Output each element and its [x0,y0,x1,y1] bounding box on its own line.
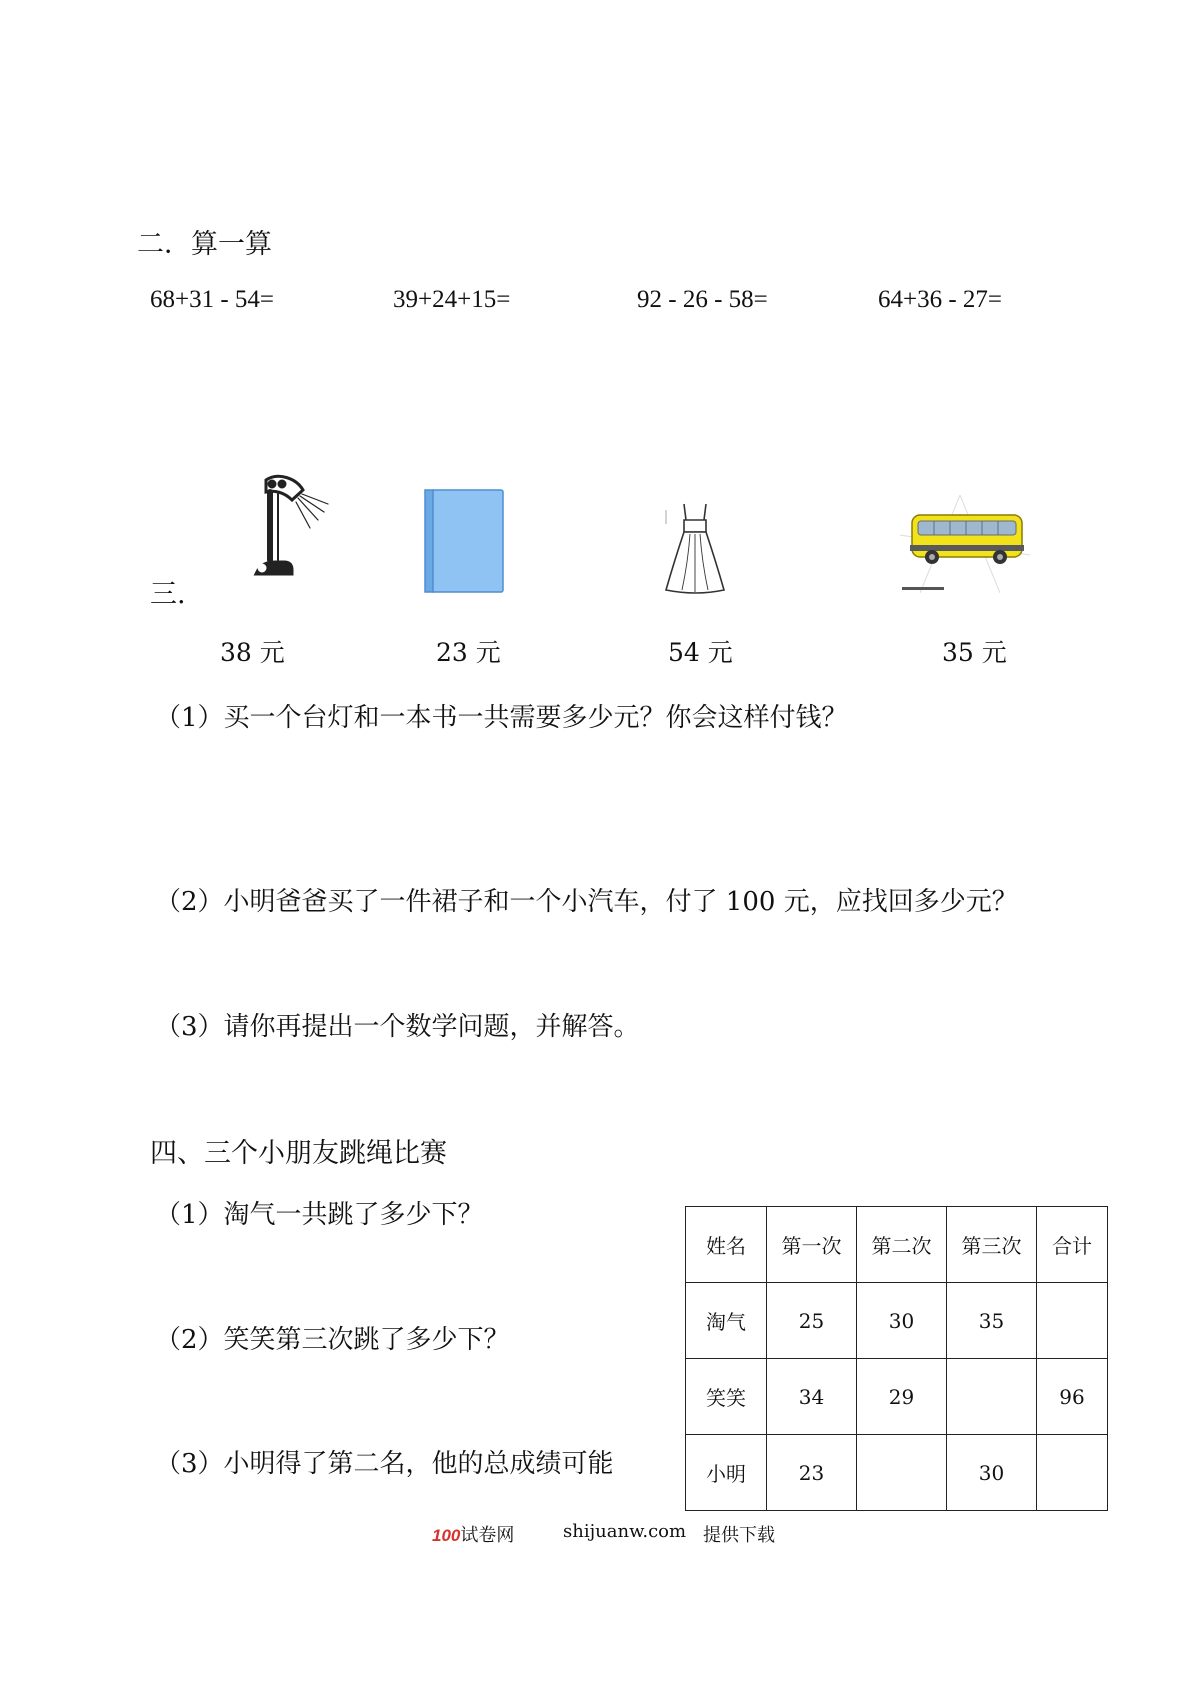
footer-site: shijuanw.com [563,1521,687,1542]
table-row [686,1359,1108,1435]
table-header-row [686,1207,1108,1283]
price-bus: 35 元 [942,638,1007,667]
bus-icon [900,495,1030,593]
desk-lamp-icon [248,470,334,592]
table-row [686,1283,1108,1359]
logo-number: 100 [432,1526,461,1545]
table-cell: 96 [1037,1359,1108,1435]
table-cell: 34 [767,1359,857,1435]
dress-icon [662,502,728,596]
table-cell [1037,1283,1108,1359]
table-cell [857,1435,947,1511]
footer-note: 提供下载 [703,1525,775,1546]
equation-1: 68+31 - 54= [150,286,275,313]
section3-label: 三. [150,579,186,610]
section4-question-2: （2）笑笑第三次跳了多少下？ [155,1325,510,1355]
table-header: 姓名 [686,1207,767,1283]
score-table [685,1206,1108,1511]
table-header: 第二次 [857,1207,947,1283]
table-cell: 35 [947,1283,1037,1359]
equation-4: 64+36 - 27= [878,286,1003,313]
price-lamp: 38 元 [220,638,285,667]
table-cell [1037,1435,1108,1511]
equation-3: 92 - 26 - 58= [637,286,768,313]
section2-title: 二．算一算 [137,229,272,260]
section4-title: 四、三个小朋友跳绳比赛 [150,1138,447,1169]
section3-question-3: （3）请你再提出一个数学问题，并解答。 [155,1012,640,1042]
book-icon [423,488,505,594]
section4-question-1: （1）淘气一共跳了多少下？ [155,1200,484,1230]
footer-logo [432,1521,514,1547]
table-header: 第三次 [947,1207,1037,1283]
table-row [686,1435,1108,1511]
section4-question-3: （3）小明得了第二名，他的总成绩可能 [155,1449,614,1479]
table-cell: 25 [767,1283,857,1359]
equation-2: 39+24+15= [393,286,511,313]
table-header: 合计 [1037,1207,1108,1283]
price-dress: 54 元 [668,638,733,667]
table-cell: 30 [947,1435,1037,1511]
section3-question-2: （2）小明爸爸买了一件裙子和一个小汽车，付了 100 元，应找回多少元？ [155,887,1018,917]
price-book: 23 元 [436,638,501,667]
table-cell: 笑笑 [686,1359,767,1435]
table-header: 第一次 [767,1207,857,1283]
table-cell: 23 [767,1435,857,1511]
table-cell [947,1359,1037,1435]
table-cell: 淘气 [686,1283,767,1359]
table-cell: 小明 [686,1435,767,1511]
table-cell: 29 [857,1359,947,1435]
logo-text: 试卷网 [460,1525,515,1546]
table-cell: 30 [857,1283,947,1359]
section3-question-1: （1）买一个台灯和一本书一共需要多少元？你会这样付钱？ [155,703,848,733]
